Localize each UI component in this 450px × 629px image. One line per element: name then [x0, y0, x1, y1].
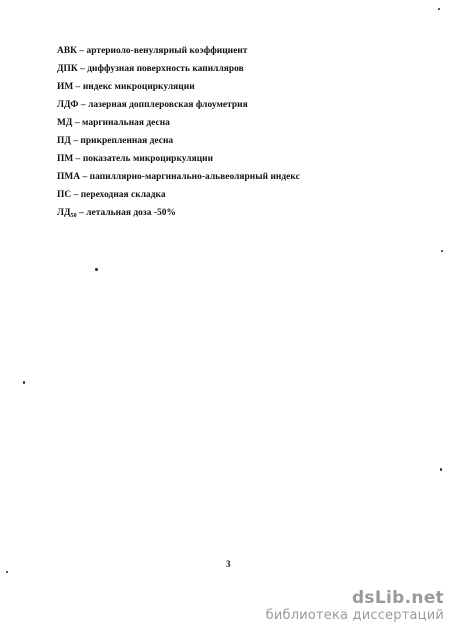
abbreviation-item [57, 78, 427, 96]
abbreviation-item [57, 168, 427, 186]
watermark-logo [254, 589, 444, 623]
abbreviation-description: прикрепленная десна [80, 136, 174, 146]
abbreviation-description: диффузная поверхность капилляров [87, 64, 244, 74]
scan-speck [441, 250, 443, 252]
scan-speck [6, 571, 8, 573]
abbreviation-term-subscript: 50 [70, 213, 77, 219]
page-number: 3 [226, 559, 231, 569]
separator-dash: – [80, 100, 86, 110]
abbreviation-description: лазерная допплеровская флоуметрия [88, 100, 248, 110]
abbreviation-term: ПД [57, 136, 71, 146]
abbreviation-term: ИМ [57, 82, 74, 92]
abbreviation-item [57, 114, 427, 132]
abbreviation-item [57, 132, 427, 150]
scan-speck [440, 468, 442, 471]
abbreviation-term: ПС [57, 190, 72, 200]
abbreviation-description: переходная складка [80, 190, 166, 200]
scan-speck [95, 268, 98, 271]
abbreviation-term: ПМА [57, 172, 81, 182]
separator-dash: – [73, 190, 79, 200]
separator-dash: – [74, 118, 80, 128]
abbreviation-term: ПМ [57, 154, 74, 164]
abbreviation-item [57, 150, 427, 168]
abbreviation-term: ЛДФ [57, 100, 79, 110]
abbreviation-item [57, 96, 427, 114]
separator-dash: – [73, 136, 78, 146]
abbreviation-item [57, 60, 427, 78]
abbreviation-item [57, 204, 427, 222]
separator-dash: – [82, 172, 88, 182]
abbreviation-item [57, 42, 427, 60]
abbreviation-description: папиллярно-маргинально-альвеолярный индекс [89, 172, 300, 182]
scan-speck [438, 8, 440, 10]
separator-dash: – [79, 46, 85, 56]
abbreviation-description: маргинальная десна [81, 118, 170, 128]
abbreviation-description: индекс микроциркуляции [82, 82, 195, 92]
separator-dash: – [79, 208, 84, 218]
watermark-brand: dsLib.net [351, 588, 444, 608]
abbreviation-list [57, 42, 427, 222]
abbreviation-description: показатель микроциркуляции [82, 154, 214, 164]
abbreviation-term: АВК [57, 46, 77, 56]
abbreviation-term: ДПК [57, 64, 78, 74]
abbreviation-description: летальная доза -50% [86, 208, 176, 218]
separator-dash: – [80, 64, 85, 74]
separator-dash: – [75, 154, 81, 164]
abbreviation-term: ЛД [57, 208, 71, 218]
abbreviation-term: МД [57, 118, 73, 128]
abbreviation-item [57, 186, 427, 204]
watermark-tagline: библиотека диссертаций [265, 608, 444, 623]
abbreviation-description: артериоло-венулярный коэффициент [86, 46, 248, 56]
scan-speck [23, 381, 25, 384]
separator-dash: – [75, 82, 81, 92]
